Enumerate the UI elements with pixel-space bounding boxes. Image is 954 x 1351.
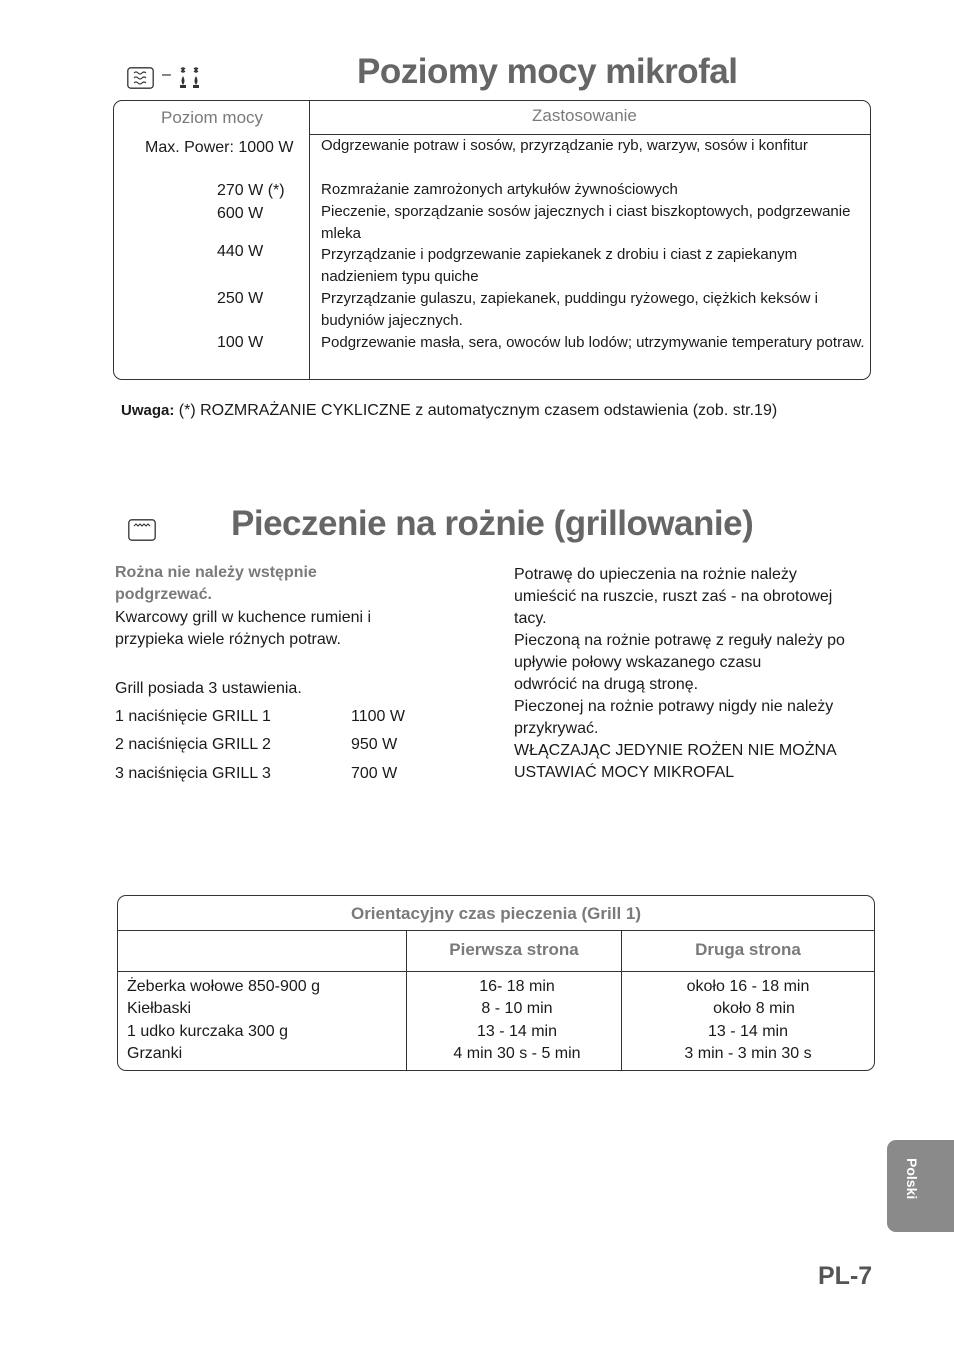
language-tab-label: Polski [904, 1158, 920, 1200]
second-side-times [622, 976, 874, 1065]
list-item: 4 min 30 s - 5 min [453, 1044, 581, 1062]
list-item: 8 - 10 min [481, 1000, 553, 1018]
grill-setting-label: 3 naciśnięcia GRILL 3 [115, 765, 271, 782]
list-item: 13 - 14 min [476, 1022, 558, 1040]
grill-setting-power: 1100 W [351, 708, 405, 725]
list-item: 3 min - 3 min 30 s [684, 1044, 812, 1062]
grill-icon [128, 519, 156, 541]
list-item: Żeberka wołowe 850-900 g [127, 978, 321, 995]
column-header-usage: Zastosowanie [532, 106, 637, 125]
power-level: Max. Power: 1000 W [145, 139, 294, 156]
power-level: 270 W (*) [217, 182, 285, 199]
power-level: 100 W [217, 334, 264, 351]
power-level: 600 W [217, 205, 264, 222]
column-header-second-side: Druga strona [695, 940, 801, 959]
power-levels-table [113, 100, 871, 380]
grill-items [127, 976, 320, 1065]
microwave-icon [127, 67, 154, 89]
icon-separator: – [162, 66, 171, 83]
grill-setting-power: 700 W [351, 765, 398, 782]
power-usage: Przyrządzanie i podgrzewanie zapiekanek z drobiu i ciast z zapiekanym nadzieniem typu quiche [321, 246, 798, 285]
grill-description: Kwarcowy grill w kuchence rumieni i przypieka wiele różnych potraw. [115, 609, 372, 648]
list-item: około 16 - 18 min [686, 978, 810, 995]
power-usage: Rozmrażanie zamrożonych artykułów żywnościowych [321, 181, 678, 198]
grill-times-table [117, 895, 875, 1071]
grill-settings-intro: Grill posiada 3 ustawienia. [115, 680, 302, 697]
list-item: 16- 18 min [479, 978, 555, 995]
note-label: Uwaga: [121, 402, 175, 419]
list-item: 1 udko kurczaka 300 g [127, 1022, 288, 1040]
note-text: (*) ROZMRAŻANIE CYKLICZNE z automatycznym czasem odstawienia (zob. str.19) [178, 402, 778, 419]
grill-setting-power: 950 W [351, 736, 398, 753]
power-usage: Pieczenie, sporządzanie sosów jajecznych i ciast biszkoptowych, podgrzewanie mleka [321, 203, 851, 242]
note [121, 400, 777, 422]
microwave-section-title: Poziomy mocy mikrofal [357, 52, 738, 91]
list-item: około 8 min [713, 1000, 795, 1018]
grill-times-title: Orientacyjny czas pieczenia (Grill 1) [350, 904, 642, 923]
defrost-icon [178, 66, 204, 90]
column-header-level: Poziom mocy [161, 108, 264, 127]
grill-setting-label: 2 naciśnięcia GRILL 2 [115, 736, 271, 753]
power-level: 250 W [217, 290, 264, 307]
column-header-first-side: Pierwsza strona [449, 940, 579, 959]
list-item: 13 - 14 min [707, 1022, 789, 1040]
list-item: Grzanki [127, 1044, 183, 1062]
page-number: PL-7 [818, 1262, 873, 1290]
power-usage: Podgrzewanie masła, sera, owoców lub lodów; utrzymywanie temperatury potraw. [321, 334, 865, 351]
grill-section-title: Pieczenie na rożnie (grillowanie) [231, 504, 754, 543]
grill-setting-label: 1 naciśnięcie GRILL 1 [115, 708, 271, 725]
first-side-times [407, 976, 627, 1065]
power-usage: Odgrzewanie potraw i sosów, przyrządzanie ryb, warzyw, sosów i konfitur [321, 137, 808, 154]
power-level: 440 W [217, 243, 264, 260]
list-item: Kiełbaski [127, 1000, 192, 1018]
grill-warning: Rożna nie należy wstępnie podgrzewać. [115, 564, 317, 603]
grill-instructions: Potrawę do upieczenia na rożnie należy umieścić na ruszcie, ruszt zaś - na obrotowej tacy. Pieczoną na rożnie potrawę z reguły należy po upływie połowy wskazanego czasu odwrócić na drugą stronę. Pieczonej na rożnie potrawy nigdy nie należy przykrywać. WŁĄCZAJĄC JEDYNIE ROŻEN NIE MOŻNA USTAWIAĆ MOCY MIKROFAL [514, 566, 845, 781]
language-tab [887, 1140, 954, 1232]
power-usage: Przyrządzanie gulaszu, zapiekanek, puddingu ryżowego, ciężkich keksów i budyniów jajecznych. [321, 290, 818, 329]
